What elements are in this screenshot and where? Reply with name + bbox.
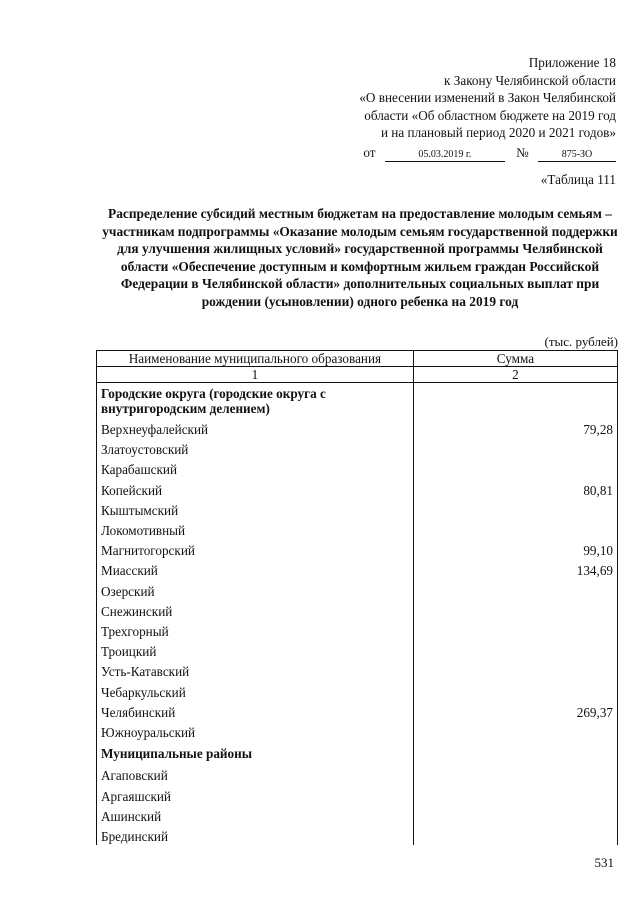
table-reference: «Таблица 111 xyxy=(540,172,616,187)
column-number-1: 1 xyxy=(97,367,414,383)
municipality-sum xyxy=(413,662,617,682)
municipality-name: Чебаркульский xyxy=(97,683,414,703)
table-row xyxy=(97,622,618,642)
table-row xyxy=(97,766,618,786)
municipality-name: Кыштымский xyxy=(97,501,414,521)
municipality-sum xyxy=(413,622,617,642)
table-row xyxy=(97,440,618,460)
group-sum xyxy=(413,743,617,766)
table-row xyxy=(97,420,618,440)
table-header-row xyxy=(97,351,618,367)
municipality-sum xyxy=(413,723,617,743)
appendix-line: и на плановый период 2020 и 2021 годов» xyxy=(380,125,616,140)
appendix-line: области «Об областном бюджете на 2019 год xyxy=(364,107,616,123)
municipality-name: Локомотивный xyxy=(97,521,414,541)
table-row xyxy=(97,460,618,480)
page-number: 531 xyxy=(594,855,614,870)
table-row xyxy=(97,561,618,581)
municipality-sum xyxy=(413,460,617,480)
municipality-sum: 99,10 xyxy=(413,541,617,561)
document-title: Распределение субсидий местным бюджетам на предоставление молодым семьям – участникам подпрограммы «Оказание молодым семьям государственной поддержки для улучшения жилищных условий» государственной программы Челябинской области «Обеспечение доступным и комфортным жильем граждан Российской Федерации в Челябинской области» дополнительных социальных выплат при рождении (усыновлении) одного ребенка на 2019 год xyxy=(102,206,618,309)
municipality-name: Челябинский xyxy=(97,703,414,723)
municipality-sum: 79,28 xyxy=(413,420,617,440)
appendix-header xyxy=(359,54,616,162)
table-row xyxy=(97,787,618,807)
from-label: от xyxy=(363,144,376,160)
municipality-sum xyxy=(413,521,617,541)
municipality-sum xyxy=(413,683,617,703)
table-row xyxy=(97,521,618,541)
group-title: Городские округа (городские округа с внутригородским делением) xyxy=(97,383,414,421)
municipality-sum xyxy=(413,787,617,807)
group-row-urban xyxy=(97,383,618,421)
municipality-sum xyxy=(413,602,617,622)
municipality-sum: 134,69 xyxy=(413,561,617,581)
group-row-districts xyxy=(97,743,618,766)
municipality-name: Трехгорный xyxy=(97,622,414,642)
municipality-name: Карабашский xyxy=(97,460,414,480)
municipality-sum xyxy=(413,766,617,786)
subsidy-table-wrapper xyxy=(96,350,618,845)
table-body xyxy=(97,383,618,846)
table-row xyxy=(97,602,618,622)
table-row xyxy=(97,481,618,501)
table-row xyxy=(97,703,618,723)
municipality-sum xyxy=(413,440,617,460)
municipality-name: Миасский xyxy=(97,561,414,581)
municipality-name: Озерский xyxy=(97,582,414,602)
municipality-name: Агаповский xyxy=(97,766,414,786)
number-label: № xyxy=(516,144,529,160)
municipality-name: Южноуральский xyxy=(97,723,414,743)
table-row xyxy=(97,662,618,682)
municipality-sum xyxy=(413,582,617,602)
unit-label: (тыс. рублей) xyxy=(544,334,618,349)
table-row xyxy=(97,723,618,743)
group-title: Муниципальные районы xyxy=(97,743,414,766)
table-row xyxy=(97,582,618,602)
appendix-line: «О внесении изменений в Закон Челябинской xyxy=(359,90,616,105)
appendix-line: Приложение 18 xyxy=(528,55,616,70)
municipality-sum: 269,37 xyxy=(413,703,617,723)
municipality-sum xyxy=(413,827,617,845)
municipality-name: Магнитогорский xyxy=(97,541,414,561)
law-date: 05.03.2019 г. xyxy=(385,149,505,162)
municipality-name: Верхнеуфалейский xyxy=(97,420,414,440)
law-date-number xyxy=(359,144,616,162)
subsidy-table xyxy=(96,350,618,845)
municipality-name: Снежинский xyxy=(97,602,414,622)
table-row xyxy=(97,541,618,561)
law-number: 875-ЗО xyxy=(538,149,616,162)
municipality-name: Ашинский xyxy=(97,807,414,827)
municipality-name: Брединский xyxy=(97,827,414,845)
municipality-sum xyxy=(413,807,617,827)
group-sum xyxy=(413,383,617,421)
municipality-sum xyxy=(413,642,617,662)
municipality-name: Златоустовский xyxy=(97,440,414,460)
municipality-sum: 80,81 xyxy=(413,481,617,501)
appendix-line: к Закону Челябинской области xyxy=(444,72,616,88)
table-row xyxy=(97,807,618,827)
municipality-name: Аргаяшский xyxy=(97,787,414,807)
column-number-2: 2 xyxy=(413,367,617,383)
table-row xyxy=(97,683,618,703)
table-row xyxy=(97,827,618,845)
column-number-row xyxy=(97,367,618,383)
table-row xyxy=(97,642,618,662)
column-header-name: Наименование муниципального образования xyxy=(97,351,414,367)
column-header-sum: Сумма xyxy=(413,351,617,367)
municipality-name: Троицкий xyxy=(97,642,414,662)
municipality-sum xyxy=(413,501,617,521)
municipality-name: Копейский xyxy=(97,481,414,501)
table-row xyxy=(97,501,618,521)
municipality-name: Усть-Катавский xyxy=(97,662,414,682)
